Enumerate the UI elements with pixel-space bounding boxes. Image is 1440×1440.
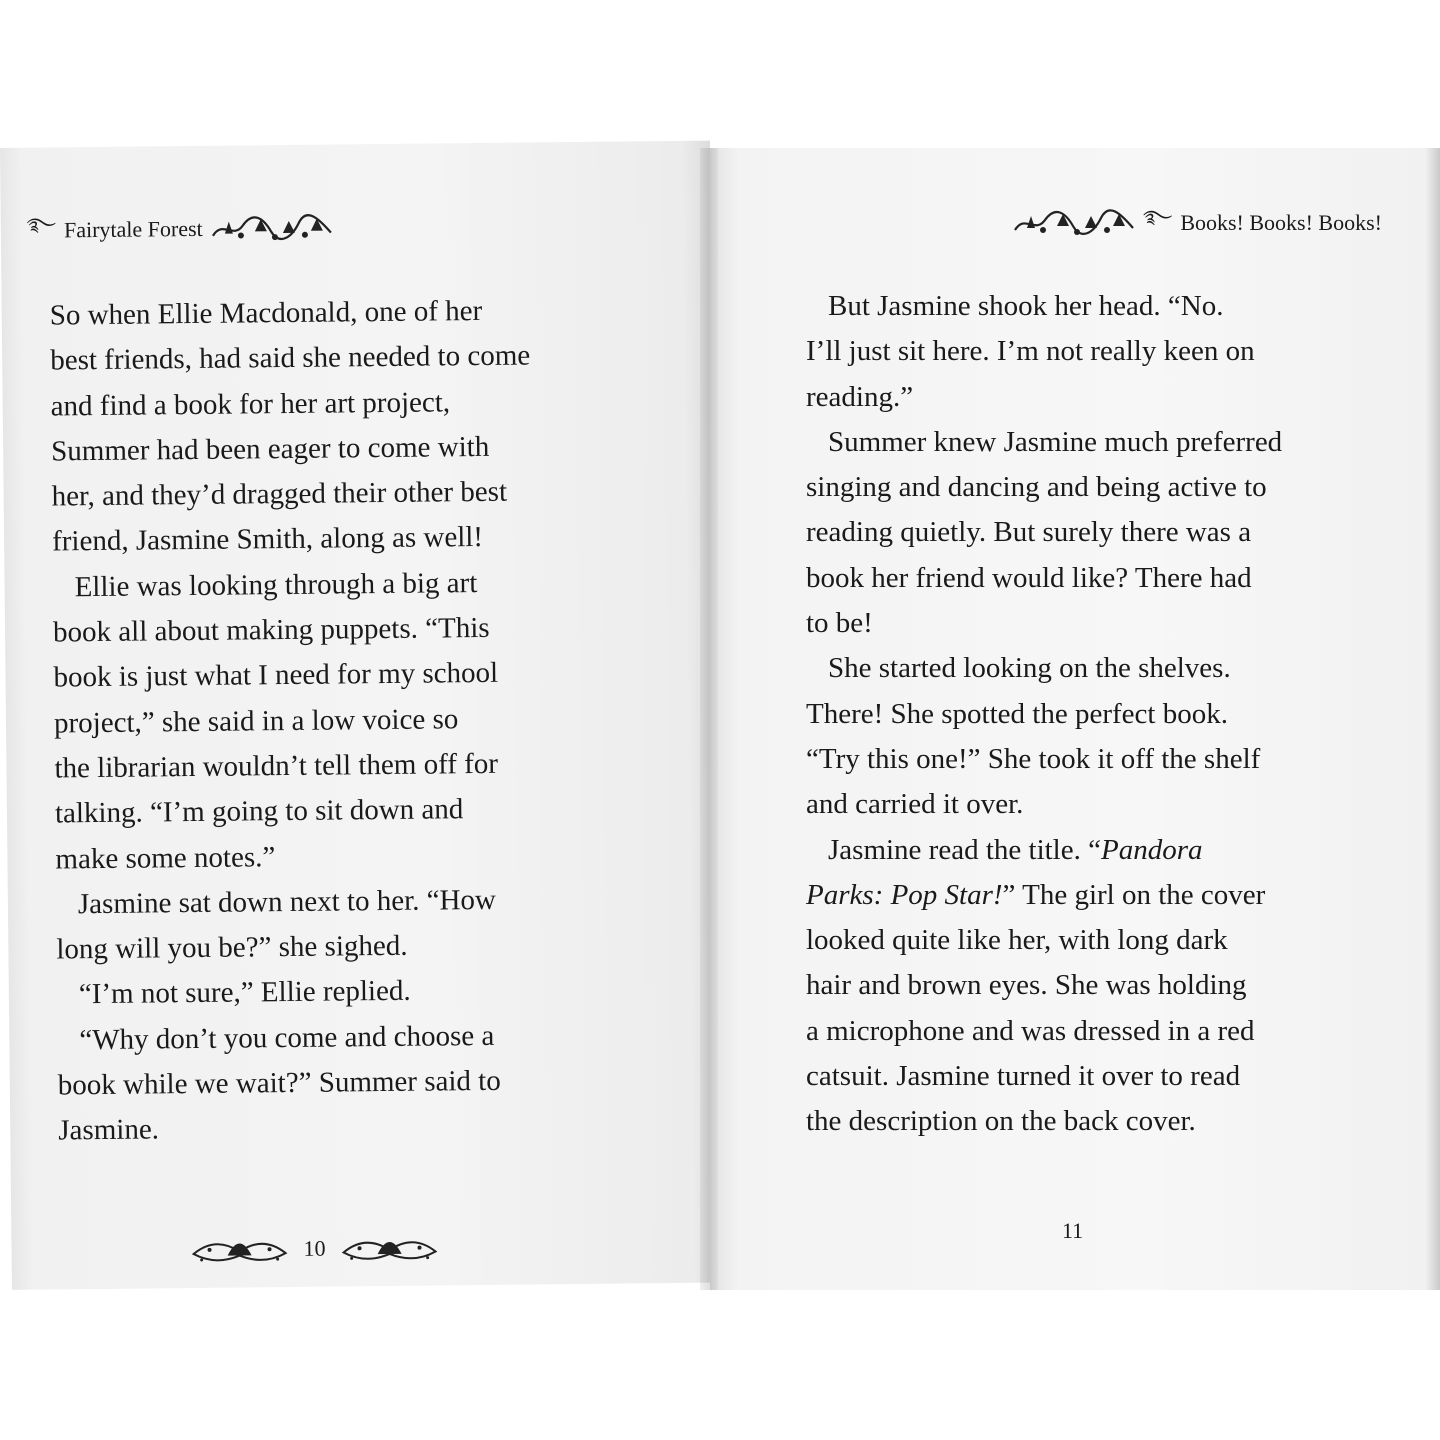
text-line [806,918,1282,963]
text-line [58,1104,538,1154]
text-line-content: the librarian wouldn’t tell them off for [54,747,499,785]
text-line-content: project,” she said in a low voice so [53,702,459,740]
book-spread [0,148,1440,1290]
text-line [806,329,1282,374]
text-line-content: to be! [806,607,873,640]
text-line [50,288,530,338]
text-line-content: Summer had been eager to come with [51,430,490,468]
swirl-ornament-icon: ࿐ [26,214,57,235]
text-line [806,1009,1282,1054]
text-line [52,560,532,610]
book-title-italic: Pandora [1100,833,1203,866]
text-line-content: hair and brown eyes. She was holding [806,969,1247,1002]
left-page-footer [189,1227,439,1270]
text-line [806,782,1282,827]
vine-ornament-icon [211,213,333,244]
text-line [56,923,536,973]
text-line-continuation: ” The girl on the cover [1002,878,1266,911]
text-line [806,692,1282,737]
text-line [51,424,531,474]
text-line [55,787,535,837]
text-line-content: reading quietly. But surely there was a [806,516,1252,549]
lotus-ornament-left-icon [189,1229,289,1270]
text-line [56,877,536,927]
text-line-content: She started looking on the shelves. [828,652,1231,685]
text-line-content: reading.” [806,380,914,413]
swirl-ornament-icon: ࿐ [1143,207,1173,227]
text-line [54,696,534,746]
page-number-10: 10 [303,1235,326,1261]
text-line-content: her, and they’d dragged their other best [51,475,508,513]
left-running-head [27,203,333,256]
text-line-content: “Try this one!” She took it off the shelf [806,742,1261,775]
text-line-content: book is just what I need for my school [53,657,499,694]
text-line [806,873,1282,918]
vine-ornament-icon [1013,208,1135,238]
text-line-content: long will you be?” she sighed. [56,929,408,966]
text-line [50,334,530,384]
text-line [806,510,1282,555]
text-line-content: a microphone and was dressed in a red [806,1014,1255,1047]
text-line-content: and find a book for her art project, [50,385,451,423]
text-line-content: make some notes.” [55,840,276,876]
text-line-content: book her friend would like? There had [806,561,1252,594]
text-line [806,556,1282,601]
text-line-content: catsuit. Jasmine turned it over to read [806,1060,1241,1093]
text-line-content: the description on the back cover. [806,1105,1196,1138]
text-line [54,741,534,791]
text-line-content: I’ll just sit here. I’m not really keen on [806,335,1255,368]
text-line [806,601,1282,646]
text-line-content: Ellie was looking through a big art [74,566,478,604]
text-line [53,606,533,656]
right-body-text [806,284,1282,1145]
text-line [806,1054,1282,1099]
text-line [806,828,1282,873]
left-body-text [50,288,539,1154]
text-line [806,284,1282,329]
text-line [50,379,530,429]
text-line-content: But Jasmine shook her head. “No. [828,290,1224,322]
text-line-content: book all about making puppets. “This [52,611,490,649]
book-title-italic: Parks: Pop Star! [806,878,1003,911]
book-spine-shadow [700,148,718,1290]
text-line [53,651,533,701]
right-running-head [1013,198,1382,248]
text-line-content: friend, Jasmine Smith, along as well! [51,521,484,558]
text-line [58,1058,538,1108]
text-line-content: and carried it over. [806,788,1024,821]
text-line-content: “I’m not sure,” Ellie replied. [78,975,411,1011]
text-line [52,515,532,565]
text-line [806,1099,1282,1144]
text-line [57,968,537,1018]
text-line-content: looked quite like her, with long dark [806,924,1228,957]
lotus-ornament-right-icon [339,1227,439,1268]
text-line [51,470,531,520]
left-page [0,141,722,1290]
text-line-content: book while we wait?” Summer said to [57,1064,501,1102]
text-line-content: talking. “I’m going to sit down and [54,793,464,830]
text-line-content: So when Ellie Macdonald, one of her [49,294,483,332]
text-line [806,465,1282,510]
text-line-content: Jasmine sat down next to her. “How [77,883,497,921]
page-number-11: 11 [1062,1218,1084,1243]
text-line [806,737,1282,782]
right-page [710,148,1440,1290]
text-line-content: Jasmine. [58,1113,160,1147]
left-running-head-title: Fairytale Forest [63,215,203,243]
text-line-content: There! She spotted the perfect book. [806,697,1228,730]
text-line [55,832,535,882]
text-line [806,646,1282,691]
text-line-content: “Why don’t you come and choose a [79,1019,495,1056]
right-running-head-title: Books! Books! Books! [1180,210,1382,235]
text-line-content: Summer knew Jasmine much preferred [828,425,1283,458]
text-line [806,963,1282,1008]
text-line-content: singing and dancing and being active to [806,471,1267,504]
text-line [806,375,1282,420]
text-line [57,1013,537,1063]
text-line-content: best friends, had said she needed to come [50,339,531,377]
text-line [806,420,1282,465]
text-line-content: Jasmine read the title. “ [828,833,1101,866]
